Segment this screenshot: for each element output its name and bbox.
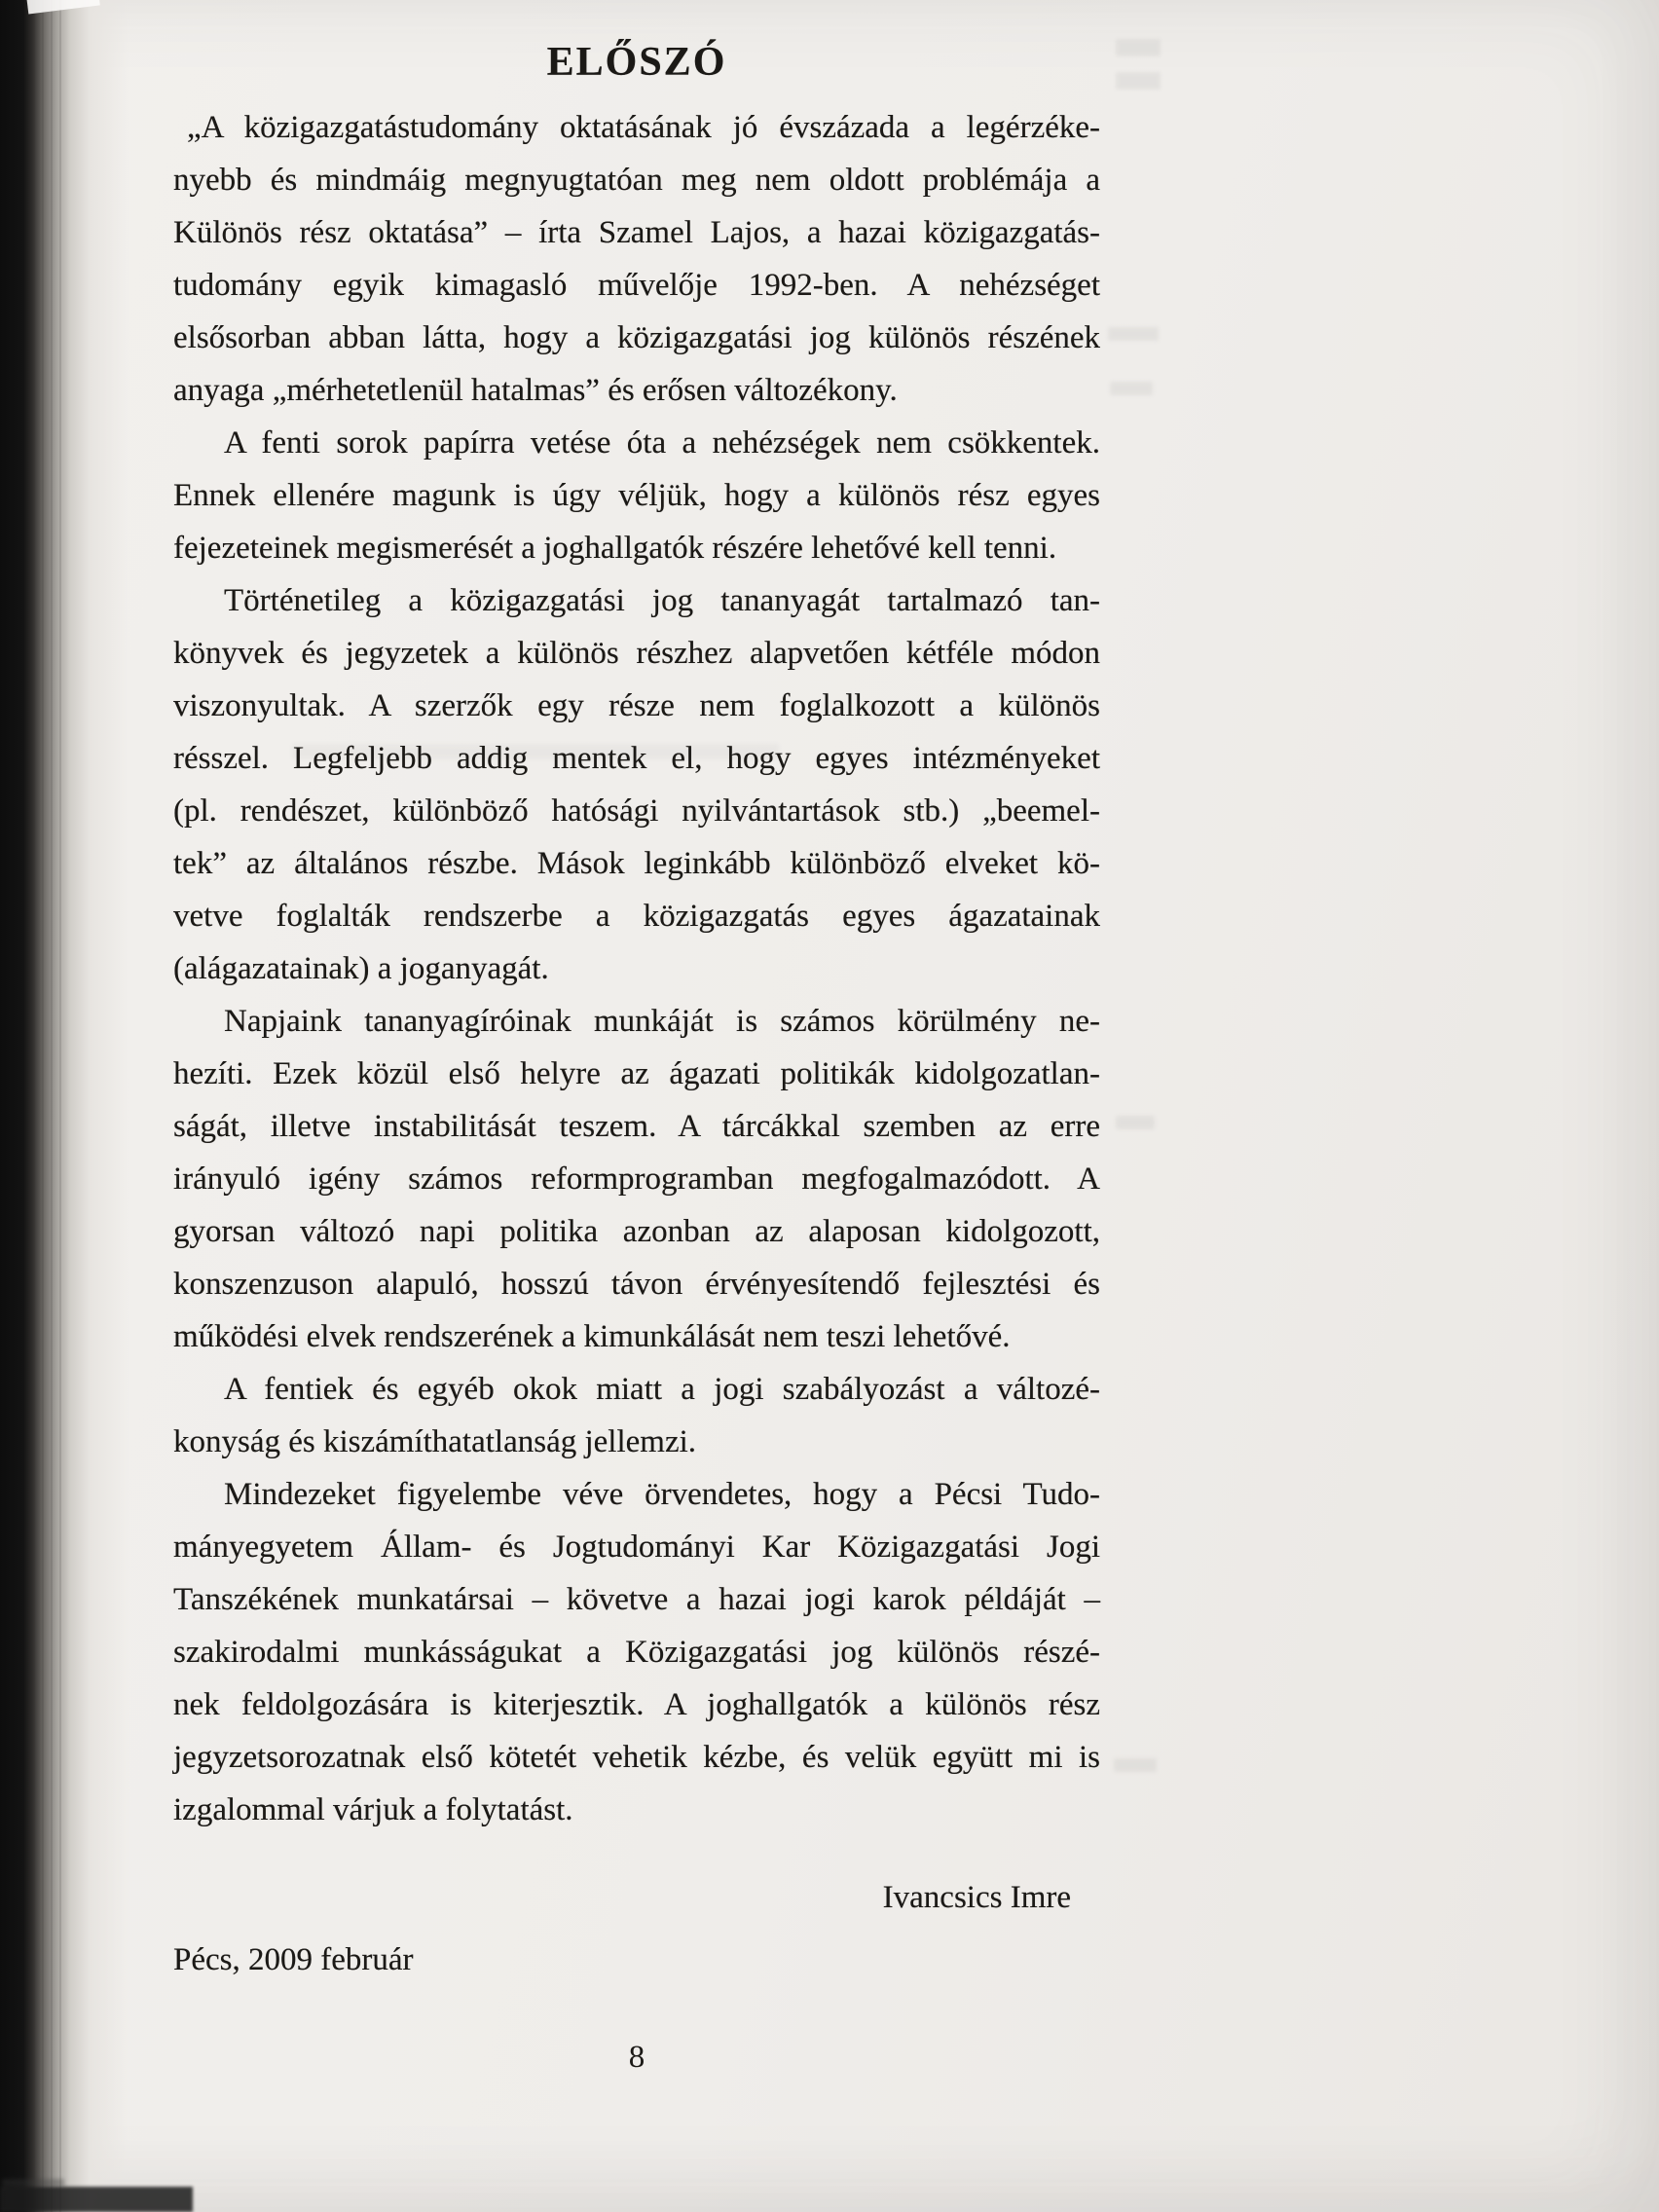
text-line: gyorsan változó napi politika azonban az alaposan kidolgozott, (173, 1214, 1100, 1249)
bleedthrough-ghost (1108, 327, 1159, 341)
bleedthrough-ghost (1114, 1758, 1157, 1772)
page-title: ELŐSZÓ (546, 40, 727, 85)
text-line: (alágazatainak) a joganyagát. (173, 951, 549, 986)
text-line: tudomány egyik kimagasló művelője 1992-ben. A nehézséget (173, 268, 1100, 303)
text-line: résszel. Legfeljebb addig mentek el, hogy egyes intézményeket (173, 741, 1100, 776)
bottom-edge-smudge (0, 2187, 193, 2212)
paragraph-1 (173, 101, 1100, 417)
text-line: működési elvek rendszerének a kimunkálását nem teszi lehetővé. (173, 1319, 1011, 1354)
text-line: konyság és kiszámíthatatlanság jellemzi. (173, 1424, 697, 1459)
dateline: Pécs, 2009 február (173, 1942, 414, 1977)
text-line: Napjaink tananyagíróinak munkáját is számos körülmény ne- (224, 1004, 1100, 1039)
text-line: ságát, illetve instabilitását teszem. A tárcákkal szemben az erre (173, 1109, 1100, 1144)
text-line: A fenti sorok papírra vetése óta a nehézségek nem csökkentek. (224, 425, 1100, 461)
bleedthrough-ghost (1116, 1116, 1155, 1129)
text-line: A fentiek és egyéb okok miatt a jogi szabályozást a változé- (224, 1372, 1100, 1407)
signature: Ivancsics Imre (882, 1880, 1071, 1915)
paragraph-6 (173, 1468, 1100, 1836)
book-spine-shadow (0, 0, 129, 2212)
text-line: szakirodalmi munkásságukat a Közigazgatási jog különös részé- (173, 1635, 1100, 1670)
text-line: izgalommal várjuk a folytatást. (173, 1792, 573, 1827)
text-line: nek feldolgozására is kiterjesztik. A joghallgatók a különös rész (173, 1687, 1100, 1722)
text-line: tek” az általános részbe. Mások leginkább különböző elveket kö- (173, 846, 1100, 881)
text-line: fejezeteinek megismerését a joghallgatók részére lehetővé kell tenni. (173, 531, 1057, 566)
paragraph-5 (173, 1363, 1100, 1468)
bleedthrough-ghost (1116, 39, 1161, 56)
text-line: „A közigazgatástudomány oktatásának jó évszázada a legérzéke- (187, 110, 1100, 145)
text-line: Különös rész oktatása” – írta Szamel Lajos, a hazai közigazgatás- (173, 215, 1100, 250)
text-line: nyebb és mindmáig megnyugtatóan meg nem oldott problémája a (173, 163, 1100, 198)
text-line: mányegyetem Állam- és Jogtudományi Kar Közigazgatási Jogi (173, 1530, 1100, 1565)
text-line: viszonyultak. A szerzők egy része nem foglalkozott a különös (173, 688, 1100, 723)
paragraph-4 (173, 995, 1100, 1363)
bottom-edge-smudge-small (2, 2179, 64, 2187)
page-number: 8 (628, 2040, 645, 2075)
text-line: Mindezeket figyelembe véve örvendetes, hogy a Pécsi Tudo- (224, 1477, 1100, 1512)
text-line: anyaga „mérhetetlenül hatalmas” és erősen változékony. (173, 373, 898, 408)
text-line: konszenzuson alapuló, hosszú távon érvényesítendő fejlesztési és (173, 1267, 1100, 1302)
bleedthrough-ghost (1116, 72, 1161, 90)
text-line: vetve foglalták rendszerbe a közigazgatás egyes ágazatainak (173, 899, 1100, 934)
text-line: (pl. rendészet, különböző hatósági nyilvántartások stb.) „beemel- (173, 793, 1100, 829)
text-line: könyvek és jegyzetek a különös részhez alapvetően kétféle módon (173, 636, 1100, 671)
text-line: hezíti. Ezek közül első helyre az ágazati politikák kidolgozatlan- (173, 1056, 1100, 1091)
text-line: Tanszékének munkatársai – követve a hazai jogi karok példáját – (173, 1582, 1100, 1617)
page-content (173, 35, 1100, 1986)
paragraph-3 (173, 574, 1100, 995)
bleedthrough-ghost (1110, 382, 1153, 395)
text-line: Ennek ellenére magunk is úgy véljük, hogy a különös rész egyes (173, 478, 1100, 513)
text-line: jegyzetsorozatnak első kötetét vehetik kézbe, és velük együtt mi is (173, 1740, 1100, 1775)
text-line: irányuló igény számos reformprogramban megfogalmazódott. A (173, 1161, 1100, 1197)
paragraph-2 (173, 417, 1100, 574)
text-line: elsősorban abban látta, hogy a közigazgatási jog különös részének (173, 320, 1100, 355)
text-line: Történetileg a közigazgatási jog tananyagát tartalmazó tan- (224, 583, 1100, 618)
